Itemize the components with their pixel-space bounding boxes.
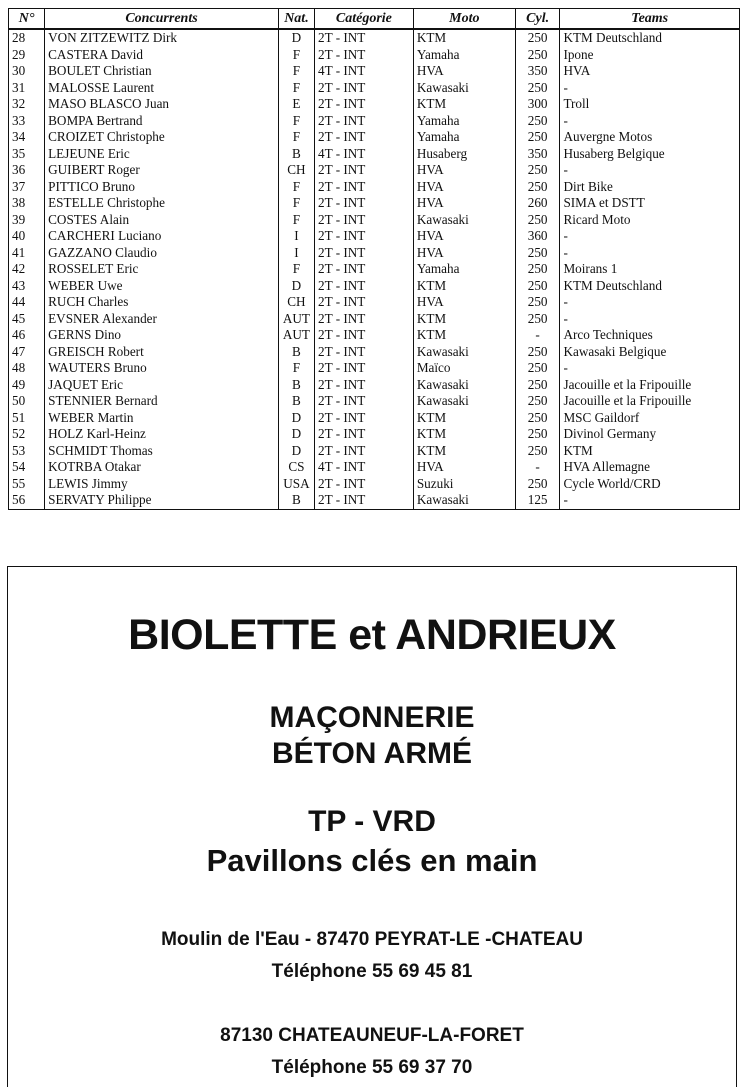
- cell-team: KTM: [560, 443, 740, 460]
- ad-address-2: 87130 CHATEAUNEUF-LA-FORET: [220, 1025, 524, 1046]
- cell-cyl: 250: [515, 410, 560, 427]
- cell-team: Moirans 1: [560, 261, 740, 278]
- cell-nat: B: [278, 492, 314, 509]
- cell-cyl: 250: [515, 179, 560, 196]
- cell-team: -: [560, 294, 740, 311]
- cell-categorie: 4T - INT: [315, 146, 414, 163]
- table-row: [9, 393, 740, 410]
- table-row: [9, 63, 740, 80]
- cell-nat: D: [278, 278, 314, 295]
- cell-moto: Maïco: [413, 360, 515, 377]
- table-header-row: [9, 9, 740, 30]
- table-row: [9, 80, 740, 97]
- cell-moto: HVA: [413, 459, 515, 476]
- cell-name: GUIBERT Roger: [45, 162, 279, 179]
- cell-categorie: 2T - INT: [315, 426, 414, 443]
- cell-cyl: 250: [515, 129, 560, 146]
- cell-team: -: [560, 80, 740, 97]
- cell-moto: HVA: [413, 245, 515, 262]
- cell-moto: HVA: [413, 294, 515, 311]
- cell-cyl: 250: [515, 393, 560, 410]
- cell-nat: D: [278, 29, 314, 47]
- cell-num: 56: [9, 492, 45, 509]
- cell-nat: USA: [278, 476, 314, 493]
- table-row: [9, 426, 740, 443]
- cell-categorie: 2T - INT: [315, 492, 414, 509]
- cell-cyl: -: [515, 327, 560, 344]
- table-row: [9, 47, 740, 64]
- cell-moto: KTM: [413, 29, 515, 47]
- cell-categorie: 2T - INT: [315, 443, 414, 460]
- cell-nat: F: [278, 179, 314, 196]
- cell-num: 39: [9, 212, 45, 229]
- cell-nat: D: [278, 410, 314, 427]
- cell-categorie: 2T - INT: [315, 377, 414, 394]
- table-row: [9, 278, 740, 295]
- cell-cyl: 250: [515, 47, 560, 64]
- cell-cyl: 250: [515, 162, 560, 179]
- cell-team: KTM Deutschland: [560, 29, 740, 47]
- header-concurrents: Concurrents: [45, 9, 279, 30]
- cell-num: 34: [9, 129, 45, 146]
- cell-num: 38: [9, 195, 45, 212]
- table-row: [9, 212, 740, 229]
- cell-name: BOULET Christian: [45, 63, 279, 80]
- cell-team: KTM Deutschland: [560, 278, 740, 295]
- cell-nat: CH: [278, 162, 314, 179]
- cell-nat: B: [278, 377, 314, 394]
- cell-team: Troll: [560, 96, 740, 113]
- table-row: [9, 443, 740, 460]
- cell-moto: Kawasaki: [413, 492, 515, 509]
- cell-nat: CS: [278, 459, 314, 476]
- cell-num: 30: [9, 63, 45, 80]
- cell-num: 32: [9, 96, 45, 113]
- cell-moto: Kawasaki: [413, 377, 515, 394]
- cell-cyl: 250: [515, 278, 560, 295]
- cell-categorie: 2T - INT: [315, 212, 414, 229]
- table-row: [9, 129, 740, 146]
- header-categorie: Catégorie: [315, 9, 414, 30]
- cell-name: BOMPA Bertrand: [45, 113, 279, 130]
- cell-team: Divinol Germany: [560, 426, 740, 443]
- cell-num: 29: [9, 47, 45, 64]
- table-row: [9, 459, 740, 476]
- cell-cyl: 250: [515, 344, 560, 361]
- cell-moto: HVA: [413, 228, 515, 245]
- cell-num: 43: [9, 278, 45, 295]
- table-row: [9, 311, 740, 328]
- cell-name: ROSSELET Eric: [45, 261, 279, 278]
- cell-nat: B: [278, 146, 314, 163]
- cell-nat: AUT: [278, 327, 314, 344]
- cell-cyl: 250: [515, 245, 560, 262]
- cell-team: -: [560, 228, 740, 245]
- cell-name: HOLZ Karl-Heinz: [45, 426, 279, 443]
- cell-team: -: [560, 311, 740, 328]
- cell-moto: KTM: [413, 278, 515, 295]
- cell-nat: D: [278, 443, 314, 460]
- cell-categorie: 2T - INT: [315, 393, 414, 410]
- cell-name: CARCHERI Luciano: [45, 228, 279, 245]
- cell-nat: I: [278, 228, 314, 245]
- cell-team: Kawasaki Belgique: [560, 344, 740, 361]
- table-row: [9, 162, 740, 179]
- cell-nat: F: [278, 261, 314, 278]
- cell-cyl: 250: [515, 360, 560, 377]
- cell-name: CROIZET Christophe: [45, 129, 279, 146]
- table-row: [9, 96, 740, 113]
- cell-team: -: [560, 360, 740, 377]
- cell-num: 51: [9, 410, 45, 427]
- cell-num: 46: [9, 327, 45, 344]
- cell-nat: F: [278, 360, 314, 377]
- cell-cyl: 250: [515, 212, 560, 229]
- cell-categorie: 2T - INT: [315, 47, 414, 64]
- cell-num: 28: [9, 29, 45, 47]
- cell-name: RUCH Charles: [45, 294, 279, 311]
- cell-name: ESTELLE Christophe: [45, 195, 279, 212]
- cell-cyl: 250: [515, 29, 560, 47]
- cell-cyl: 360: [515, 228, 560, 245]
- cell-name: MASO BLASCO Juan: [45, 96, 279, 113]
- cell-cyl: 250: [515, 294, 560, 311]
- cell-num: 35: [9, 146, 45, 163]
- cell-name: JAQUET Eric: [45, 377, 279, 394]
- cell-num: 40: [9, 228, 45, 245]
- cell-num: 50: [9, 393, 45, 410]
- cell-moto: KTM: [413, 426, 515, 443]
- cell-cyl: 250: [515, 377, 560, 394]
- cell-num: 49: [9, 377, 45, 394]
- cell-categorie: 2T - INT: [315, 476, 414, 493]
- cell-nat: B: [278, 393, 314, 410]
- cell-moto: Yamaha: [413, 129, 515, 146]
- table-row: [9, 179, 740, 196]
- cell-nat: F: [278, 80, 314, 97]
- cell-nat: F: [278, 63, 314, 80]
- table-row: [9, 228, 740, 245]
- cell-cyl: 125: [515, 492, 560, 509]
- cell-categorie: 4T - INT: [315, 63, 414, 80]
- cell-categorie: 2T - INT: [315, 129, 414, 146]
- cell-name: GERNS Dino: [45, 327, 279, 344]
- cell-team: Jacouille et la Fripouille: [560, 377, 740, 394]
- cell-name: LEWIS Jimmy: [45, 476, 279, 493]
- table-row: [9, 195, 740, 212]
- header-teams: Teams: [560, 9, 740, 30]
- table-row: [9, 245, 740, 262]
- cell-team: Arco Techniques: [560, 327, 740, 344]
- cell-categorie: 2T - INT: [315, 228, 414, 245]
- cell-name: EVSNER Alexander: [45, 311, 279, 328]
- cell-team: HVA: [560, 63, 740, 80]
- cell-num: 36: [9, 162, 45, 179]
- header-cyl: Cyl.: [515, 9, 560, 30]
- cell-categorie: 2T - INT: [315, 113, 414, 130]
- cell-name: CASTERA David: [45, 47, 279, 64]
- cell-team: Cycle World/CRD: [560, 476, 740, 493]
- cell-num: 45: [9, 311, 45, 328]
- cell-num: 53: [9, 443, 45, 460]
- cell-moto: Kawasaki: [413, 393, 515, 410]
- header-moto: Moto: [413, 9, 515, 30]
- table-row: [9, 476, 740, 493]
- table-row: [9, 360, 740, 377]
- cell-categorie: 2T - INT: [315, 96, 414, 113]
- cell-moto: Husaberg: [413, 146, 515, 163]
- cell-team: SIMA et DSTT: [560, 195, 740, 212]
- header-num: N°: [9, 9, 45, 30]
- table-row: [9, 492, 740, 509]
- cell-nat: E: [278, 96, 314, 113]
- ad-service-masonry: MAÇONNERIE: [269, 701, 475, 734]
- cell-categorie: 2T - INT: [315, 162, 414, 179]
- cell-nat: F: [278, 195, 314, 212]
- cell-name: WAUTERS Bruno: [45, 360, 279, 377]
- ad-address-1: Moulin de l'Eau - 87470 PEYRAT-LE -CHATEAU: [161, 929, 583, 950]
- cell-team: -: [560, 245, 740, 262]
- cell-moto: KTM: [413, 96, 515, 113]
- table-row: [9, 294, 740, 311]
- cell-name: SCHMIDT Thomas: [45, 443, 279, 460]
- table-row: [9, 29, 740, 47]
- ad-company-name: BIOLETTE et ANDRIEUX: [128, 611, 616, 659]
- cell-team: Dirt Bike: [560, 179, 740, 196]
- cell-nat: AUT: [278, 311, 314, 328]
- ad-phone-1: Téléphone 55 69 45 81: [271, 961, 473, 982]
- cell-moto: KTM: [413, 410, 515, 427]
- cell-categorie: 2T - INT: [315, 360, 414, 377]
- cell-nat: CH: [278, 294, 314, 311]
- cell-categorie: 2T - INT: [315, 261, 414, 278]
- cell-cyl: 250: [515, 80, 560, 97]
- cell-categorie: 2T - INT: [315, 410, 414, 427]
- cell-team: Husaberg Belgique: [560, 146, 740, 163]
- cell-name: WEBER Uwe: [45, 278, 279, 295]
- cell-name: GREISCH Robert: [45, 344, 279, 361]
- cell-num: 47: [9, 344, 45, 361]
- cell-moto: HVA: [413, 162, 515, 179]
- cell-team: -: [560, 492, 740, 509]
- header-nat: Nat.: [278, 9, 314, 30]
- cell-num: 41: [9, 245, 45, 262]
- cell-categorie: 2T - INT: [315, 245, 414, 262]
- cell-moto: HVA: [413, 195, 515, 212]
- cell-nat: I: [278, 245, 314, 262]
- table-row: [9, 377, 740, 394]
- cell-moto: Kawasaki: [413, 80, 515, 97]
- cell-name: PITTICO Bruno: [45, 179, 279, 196]
- table-row: [9, 261, 740, 278]
- cell-name: SERVATY Philippe: [45, 492, 279, 509]
- table-row: [9, 113, 740, 130]
- cell-moto: KTM: [413, 311, 515, 328]
- cell-nat: B: [278, 344, 314, 361]
- cell-num: 37: [9, 179, 45, 196]
- cell-num: 48: [9, 360, 45, 377]
- table-row: [9, 410, 740, 427]
- cell-cyl: 300: [515, 96, 560, 113]
- cell-cyl: 250: [515, 443, 560, 460]
- cell-categorie: 2T - INT: [315, 278, 414, 295]
- cell-team: Ricard Moto: [560, 212, 740, 229]
- cell-cyl: 250: [515, 311, 560, 328]
- cell-nat: F: [278, 47, 314, 64]
- ad-service-houses: Pavillons clés en main: [206, 843, 538, 878]
- cell-num: 52: [9, 426, 45, 443]
- cell-name: KOTRBA Otakar: [45, 459, 279, 476]
- cell-moto: KTM: [413, 327, 515, 344]
- cell-moto: Kawasaki: [413, 212, 515, 229]
- cell-team: Auvergne Motos: [560, 129, 740, 146]
- cell-categorie: 2T - INT: [315, 311, 414, 328]
- cell-nat: F: [278, 212, 314, 229]
- cell-categorie: 2T - INT: [315, 327, 414, 344]
- cell-categorie: 2T - INT: [315, 344, 414, 361]
- cell-moto: Suzuki: [413, 476, 515, 493]
- cell-name: VON ZITZEWITZ Dirk: [45, 29, 279, 47]
- cell-moto: Yamaha: [413, 261, 515, 278]
- cell-num: 44: [9, 294, 45, 311]
- cell-nat: F: [278, 113, 314, 130]
- cell-team: Jacouille et la Fripouille: [560, 393, 740, 410]
- cell-cyl: 260: [515, 195, 560, 212]
- cell-num: 55: [9, 476, 45, 493]
- cell-categorie: 2T - INT: [315, 80, 414, 97]
- cell-cyl: 250: [515, 426, 560, 443]
- cell-team: Ipone: [560, 47, 740, 64]
- cell-team: -: [560, 162, 740, 179]
- cell-cyl: 250: [515, 261, 560, 278]
- table-row: [9, 344, 740, 361]
- cell-team: -: [560, 113, 740, 130]
- cell-num: 54: [9, 459, 45, 476]
- cell-name: WEBER Martin: [45, 410, 279, 427]
- cell-categorie: 2T - INT: [315, 29, 414, 47]
- cell-num: 31: [9, 80, 45, 97]
- cell-moto: Yamaha: [413, 47, 515, 64]
- cell-moto: HVA: [413, 179, 515, 196]
- cell-categorie: 2T - INT: [315, 195, 414, 212]
- cell-team: MSC Gaildorf: [560, 410, 740, 427]
- cell-categorie: 2T - INT: [315, 294, 414, 311]
- cell-moto: Yamaha: [413, 113, 515, 130]
- cell-name: GAZZANO Claudio: [45, 245, 279, 262]
- cell-cyl: 250: [515, 113, 560, 130]
- cell-moto: HVA: [413, 63, 515, 80]
- cell-cyl: -: [515, 459, 560, 476]
- cell-num: 42: [9, 261, 45, 278]
- ad-phone-2: Téléphone 55 69 37 70: [271, 1057, 473, 1078]
- cell-nat: D: [278, 426, 314, 443]
- cell-num: 33: [9, 113, 45, 130]
- table-row: [9, 146, 740, 163]
- entrants-table: [8, 8, 740, 510]
- cell-categorie: 4T - INT: [315, 459, 414, 476]
- cell-name: COSTES Alain: [45, 212, 279, 229]
- cell-categorie: 2T - INT: [315, 179, 414, 196]
- cell-cyl: 350: [515, 63, 560, 80]
- table-row: [9, 327, 740, 344]
- cell-name: LEJEUNE Eric: [45, 146, 279, 163]
- cell-name: STENNIER Bernard: [45, 393, 279, 410]
- table-body: [9, 29, 740, 509]
- cell-team: HVA Allemagne: [560, 459, 740, 476]
- cell-name: MALOSSE Laurent: [45, 80, 279, 97]
- cell-moto: KTM: [413, 443, 515, 460]
- entrants-table-section: [8, 8, 740, 510]
- cell-moto: Kawasaki: [413, 344, 515, 361]
- cell-cyl: 250: [515, 476, 560, 493]
- advertisement: [7, 566, 737, 1087]
- ad-service-tp-vrd: TP - VRD: [308, 805, 436, 838]
- cell-nat: F: [278, 129, 314, 146]
- cell-cyl: 350: [515, 146, 560, 163]
- ad-service-concrete: BÉTON ARMÉ: [271, 737, 472, 770]
